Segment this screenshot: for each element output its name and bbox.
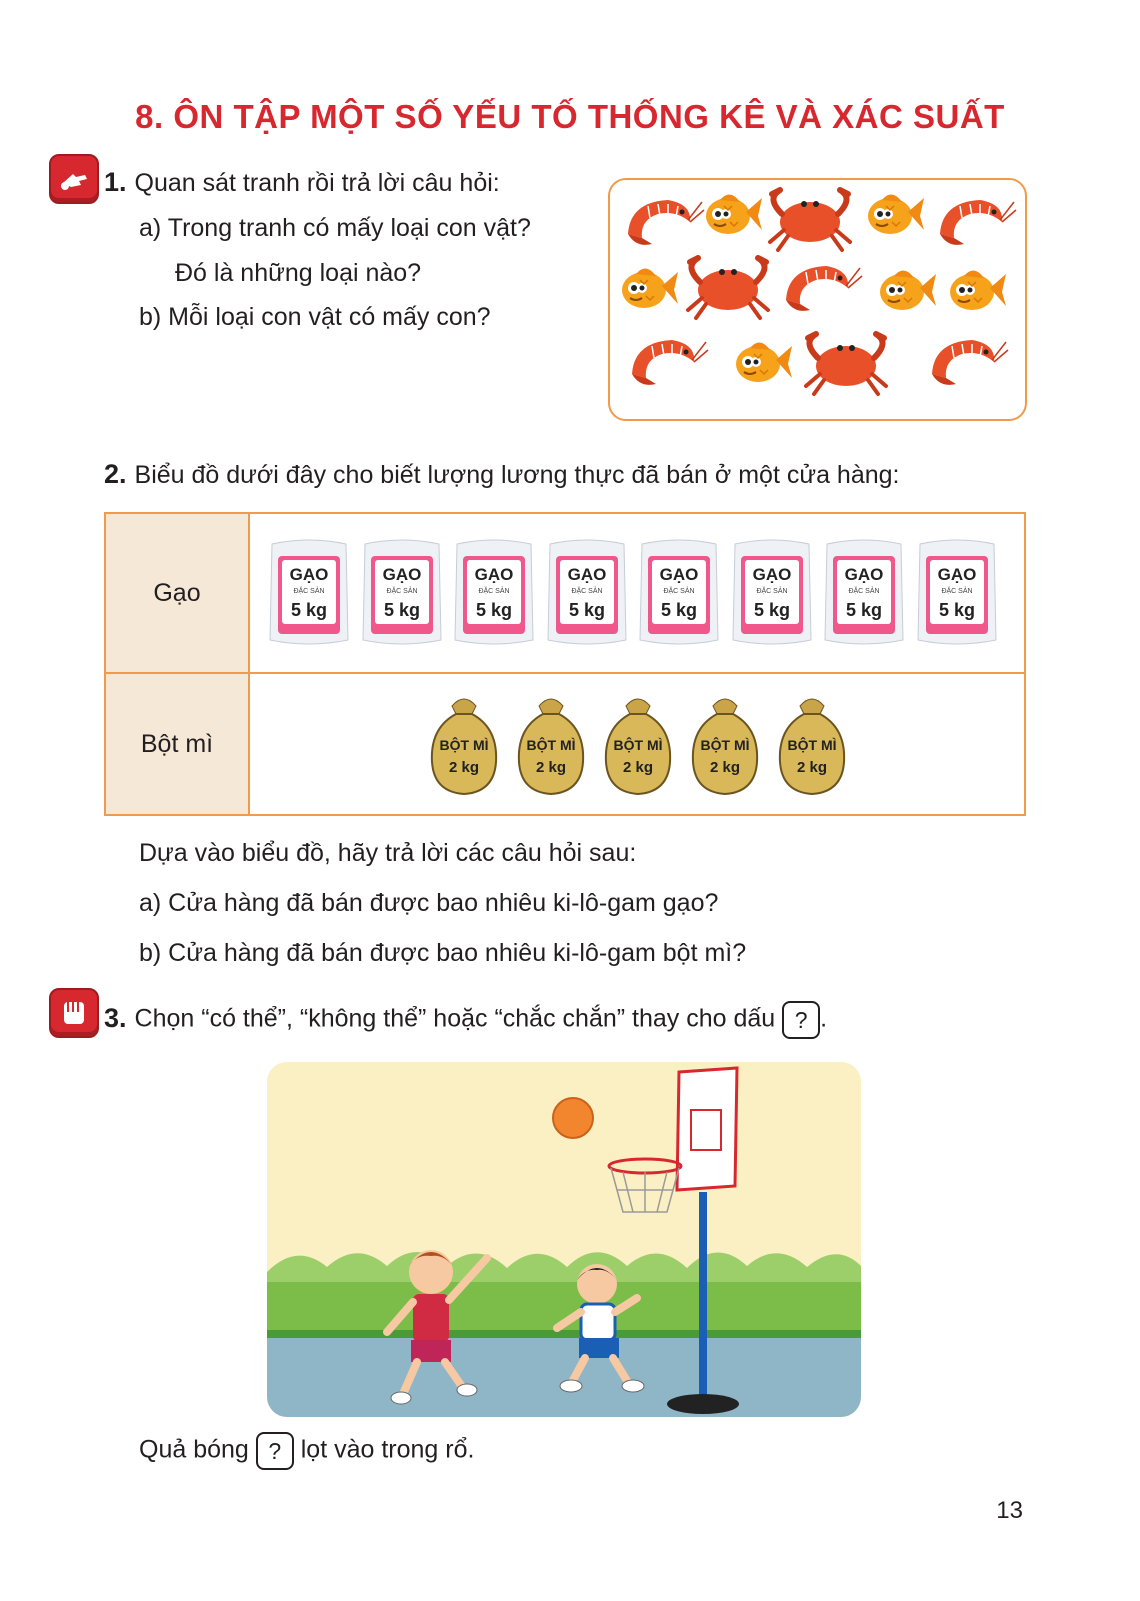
flour-bag-icon bbox=[600, 692, 676, 796]
question-3-prompt: Chọn “có thể”, “không thể” hoặc “chắc chắn” thay cho dấu bbox=[134, 1004, 776, 1033]
question-3-number: 3. bbox=[104, 1002, 127, 1033]
crab bbox=[688, 258, 768, 318]
rice-bag-sub: ĐẶC SẢN bbox=[385, 588, 418, 595]
rice-bag-sub: ĐẶC SẢN bbox=[848, 588, 880, 595]
crab bbox=[806, 334, 886, 394]
rice-bag-icon bbox=[546, 536, 628, 650]
question-1b: b) Mỗi loại con vật có mấy con? bbox=[139, 303, 491, 331]
shrimp bbox=[632, 340, 708, 385]
rice-bag-sub: ĐẶC SẢN bbox=[570, 588, 603, 595]
shrimp bbox=[932, 340, 1008, 385]
rice-bag-icon bbox=[268, 536, 350, 650]
page-number: 13 bbox=[996, 1497, 1023, 1524]
question-1-number: 1. bbox=[104, 167, 127, 197]
hoop-base bbox=[667, 1394, 739, 1414]
row-label-flour: Bột mì bbox=[106, 674, 250, 814]
rice-bag-name: GẠO bbox=[382, 565, 421, 584]
rice-bag-weight: 5 kg bbox=[568, 600, 605, 620]
crab bbox=[770, 190, 850, 250]
animals-picture bbox=[608, 178, 1027, 421]
rice-bag-weight: 5 kg bbox=[475, 600, 513, 620]
rice-bag-weight: 5 kg bbox=[383, 600, 420, 620]
flour-bag-name: BỘT MÌ bbox=[787, 737, 837, 753]
rice-bag-icon bbox=[638, 536, 720, 650]
question-1a-line1: a) Trong tranh có mấy loại con vật? bbox=[139, 214, 531, 242]
question-1a-line2: Đó là những loại nào? bbox=[175, 259, 422, 287]
rice-bag-sub: ĐẶC SẢN bbox=[478, 588, 510, 595]
flour-bag-name: BỘT MÌ bbox=[613, 737, 663, 753]
rice-bag-sub: ĐẶC SẢN bbox=[663, 588, 695, 595]
rice-bag-icon bbox=[453, 536, 535, 650]
flour-bag-weight: 2 kg bbox=[535, 759, 567, 776]
flour-bag-name: BỘT MÌ bbox=[439, 737, 489, 753]
fist-icon bbox=[49, 988, 99, 1038]
fish bbox=[706, 194, 762, 234]
hoop-pole bbox=[699, 1192, 707, 1402]
question-2-number: 2. bbox=[104, 459, 127, 489]
flour-bag-icon bbox=[426, 692, 502, 796]
answer-placeholder-box: ? bbox=[782, 1001, 820, 1039]
shrimp bbox=[628, 200, 704, 245]
basketball bbox=[553, 1098, 593, 1138]
rice-bag-weight: 5 kg bbox=[753, 600, 790, 620]
rice-bag-weight: 5 kg bbox=[845, 600, 883, 620]
flour-bag-weight: 2 kg bbox=[796, 759, 828, 776]
rice-bag-sub: ĐẶC SẢN bbox=[940, 588, 973, 595]
question-2-followup: Dựa vào biểu đồ, hãy trả lời các câu hỏi sau: bbox=[139, 839, 637, 867]
rice-bag-name: GẠO bbox=[844, 565, 884, 584]
question-1-prompt: Quan sát tranh rồi trả lời câu hỏi: bbox=[134, 169, 500, 197]
shrimp bbox=[940, 200, 1016, 245]
pictograph-chart bbox=[104, 512, 1026, 816]
rice-bag-weight: 5 kg bbox=[290, 600, 328, 620]
rice-bag-icon bbox=[361, 536, 443, 650]
pointing-hand-icon bbox=[49, 154, 99, 204]
rice-bag-sub: ĐẶC SẢN bbox=[755, 588, 788, 595]
rice-bags-row bbox=[268, 536, 1008, 650]
sentence-before: Quả bóng bbox=[139, 1435, 249, 1464]
flour-bags-row bbox=[426, 692, 861, 796]
rice-bag-name: GẠO bbox=[474, 565, 514, 584]
rice-bag-name: GẠO bbox=[567, 565, 606, 584]
fish bbox=[868, 194, 924, 234]
flour-bag-name: BỘT MÌ bbox=[526, 737, 576, 753]
flour-bag-name: BỘT MÌ bbox=[700, 737, 750, 753]
page-title: 8. ÔN TẬP MỘT SỐ YẾU TỐ THỐNG KÊ VÀ XÁC SUẤT bbox=[135, 98, 1005, 135]
flour-bag-icon bbox=[687, 692, 763, 796]
fish bbox=[622, 268, 678, 308]
question-2-prompt: Biểu đồ dưới đây cho biết lượng lương thực đã bán ở một cửa hàng: bbox=[134, 461, 900, 489]
rice-bag-weight: 5 kg bbox=[660, 600, 698, 620]
rice-bag-weight: 5 kg bbox=[938, 600, 975, 620]
fish bbox=[736, 342, 792, 382]
rice-bag-icon bbox=[731, 536, 813, 650]
basketball-scene bbox=[267, 1062, 861, 1417]
rice-bag-name: GẠO bbox=[659, 565, 699, 584]
question-2a: a) Cửa hàng đã bán được bao nhiêu ki-lô-gam gạo? bbox=[139, 889, 719, 917]
flour-bag-weight: 2 kg bbox=[709, 759, 741, 776]
shrimp bbox=[786, 266, 862, 311]
flour-bag-weight: 2 kg bbox=[622, 759, 654, 776]
answer-input-box[interactable]: ? bbox=[256, 1432, 294, 1470]
row-label-rice: Gạo bbox=[106, 514, 250, 672]
question-2b: b) Cửa hàng đã bán được bao nhiêu ki-lô-gam bột mì? bbox=[139, 939, 747, 967]
rice-bag-icon bbox=[823, 536, 905, 650]
rice-bag-sub: ĐẶC SẢN bbox=[293, 588, 325, 595]
backboard bbox=[677, 1068, 737, 1190]
rice-bag-icon bbox=[916, 536, 998, 650]
rice-bag-name: GẠO bbox=[289, 565, 329, 584]
flour-bag-weight: 2 kg bbox=[448, 759, 480, 776]
rice-bag-name: GẠO bbox=[937, 565, 976, 584]
flour-bag-icon bbox=[513, 692, 589, 796]
rice-bag-name: GẠO bbox=[752, 565, 791, 584]
sentence-after: lọt vào trong rổ. bbox=[300, 1435, 475, 1464]
flour-bag-icon bbox=[774, 692, 850, 796]
fish bbox=[880, 270, 936, 310]
fish bbox=[950, 270, 1006, 310]
